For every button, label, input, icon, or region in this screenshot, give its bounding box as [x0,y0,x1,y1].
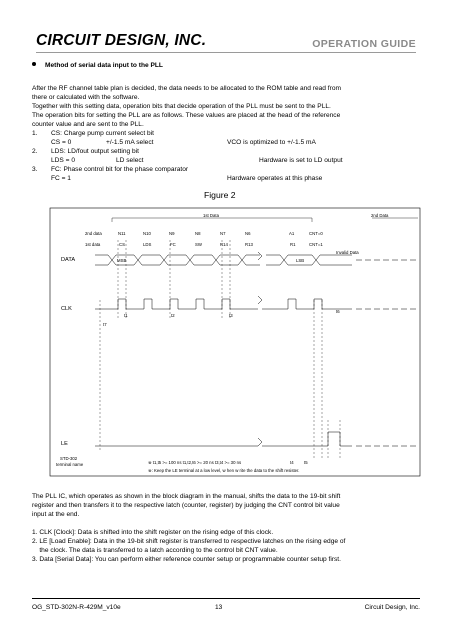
bit-2nd-3: N8 [195,231,201,236]
signal-clk-label: CLK [61,306,72,312]
lsb-label: LSB [296,258,305,263]
signal-data-label: DATA [61,257,76,263]
bit-1st-3: SW [195,242,202,247]
intro-line-3: Together with this setting data, operation bits that decide operation of the PLL must be sent to the PLL. [32,103,331,110]
logo-text: CIRCUIT DESIGN, INC. [36,32,207,49]
list-detail-2b: LD select [116,157,144,164]
bit-2nd-0: N11 [118,231,126,236]
bit-1st-1: LDS [143,242,152,247]
bit-1st-2: FC [170,242,176,247]
bit-2nd-7: CNT=0 [309,231,323,236]
item-line-1: 1. CLK [Clock]: Data is shifted into the shift register on the rising edge of this clock. [32,529,274,536]
timing-t4: t4 [290,460,294,465]
bit-1st-6: R1 [290,242,296,247]
bit-2nd-5: N6 [245,231,251,236]
list-detail-1b: +/-1.5 mA select [106,139,154,146]
bit-2nd-2: N9 [169,231,175,236]
list-num-2: 2. [32,148,38,155]
list-title-3: FC: Phase control bit for the phase comparator [51,166,189,173]
second-data-label: 2nd Data [371,213,389,218]
intro-line-1: After the RF channel table plan is decided, the data needs to be allocated to the ROM table and read from [32,85,341,92]
bit-2nd-1: N10 [143,231,151,236]
section-title: OPERATION GUIDE [312,38,416,50]
timing-note-2: ※: Keep the LE terminal at a low level, w hen w rite the data to the shift resister. [148,468,300,473]
timing-t7: t7 [103,322,107,327]
timing-note-1: ※ t1,t5 >= 100 ns t1,t2,t6 >= 20 ns t3,t4 >= 30 ns [148,460,242,465]
bit-2nd-4: N7 [220,231,226,236]
timing-t5: t5 [304,460,308,465]
body-line-3: input at the end. [32,511,80,518]
item-line-4: 3. Data [Serial Data]: You can perform either reference counter setup or programmable counter setup first. [32,556,341,563]
intro-line-2: there or calculated with the software. [32,94,140,101]
device-sub-label: terminal name [56,462,84,467]
list-detail-3c: Hardware operates at this phase [227,175,323,182]
list-detail-2c: Hardware is set to LD output [259,157,343,164]
list-detail-3a: FC = 1 [51,175,71,182]
row-1st-label: 1st data [85,242,101,247]
bit-1st-5: R13 [245,242,253,247]
intro-line-5: counter value and are sent to the PLL. [32,121,144,128]
figure-title: Figure 2 [204,190,236,200]
bit-1st-4: R14 [220,242,228,247]
list-title-2: LDS: LD/fout output setting bit [51,148,139,155]
list-num-3: 3. [32,166,38,173]
footer-company: Circuit Design, Inc. [364,604,420,611]
footer-page-number: 13 [215,604,223,611]
bit-2nd-6: A1 [289,231,295,236]
section-heading: Method of serial data input to the PLL [32,62,163,69]
list-title-1: CS: Charge pump current select bit [51,130,154,137]
list-detail-1c: VCO is optimized to +/-1.5 mA [227,139,316,146]
device-label: STD-302 [60,456,78,461]
footer-rule [32,598,420,599]
msb-label: MSB [117,258,127,263]
signal-le-label: LE [61,441,68,447]
intro-line-4: The operation bits for setting the PLL are as follows. These values are placed at the head of the reference [32,112,341,119]
list-num-1: 1. [32,130,38,137]
bit-1st-7: CNT=1 [309,242,323,247]
body-line-2: register and then transfers it to the respective latch (counter, register) by judging the CNT control bit value [32,502,340,509]
item-line-2: 2. LE [Load Enable]: Data in the 19-bit shift register is transferred to respective latches on the rising edge of [32,538,346,545]
timing-t3: t3 [229,313,233,318]
timing-t2: t2 [171,313,175,318]
item-line-3: the clock. The data is transferred to a latch according to the control bit CNT value. [32,547,278,554]
footer-doc-id: OG_STD-302N-R-429M_v10e [32,604,121,611]
bit-1st-0: CS [119,242,125,247]
timing-t1: t1 [124,313,128,318]
list-detail-1a: CS = 0 [51,139,72,146]
invalid-data-label: Invalid Data [336,250,359,255]
list-detail-2a: LDS = 0 [51,157,76,164]
first-data-label: 1st Data [203,213,220,218]
body-line-1: The PLL IC, which operates as shown in the block diagram in the manual, shifts the data to the 19-bit shift [32,493,341,500]
row-2nd-label: 2nd data [85,231,102,236]
timing-t6: t6 [336,309,340,314]
